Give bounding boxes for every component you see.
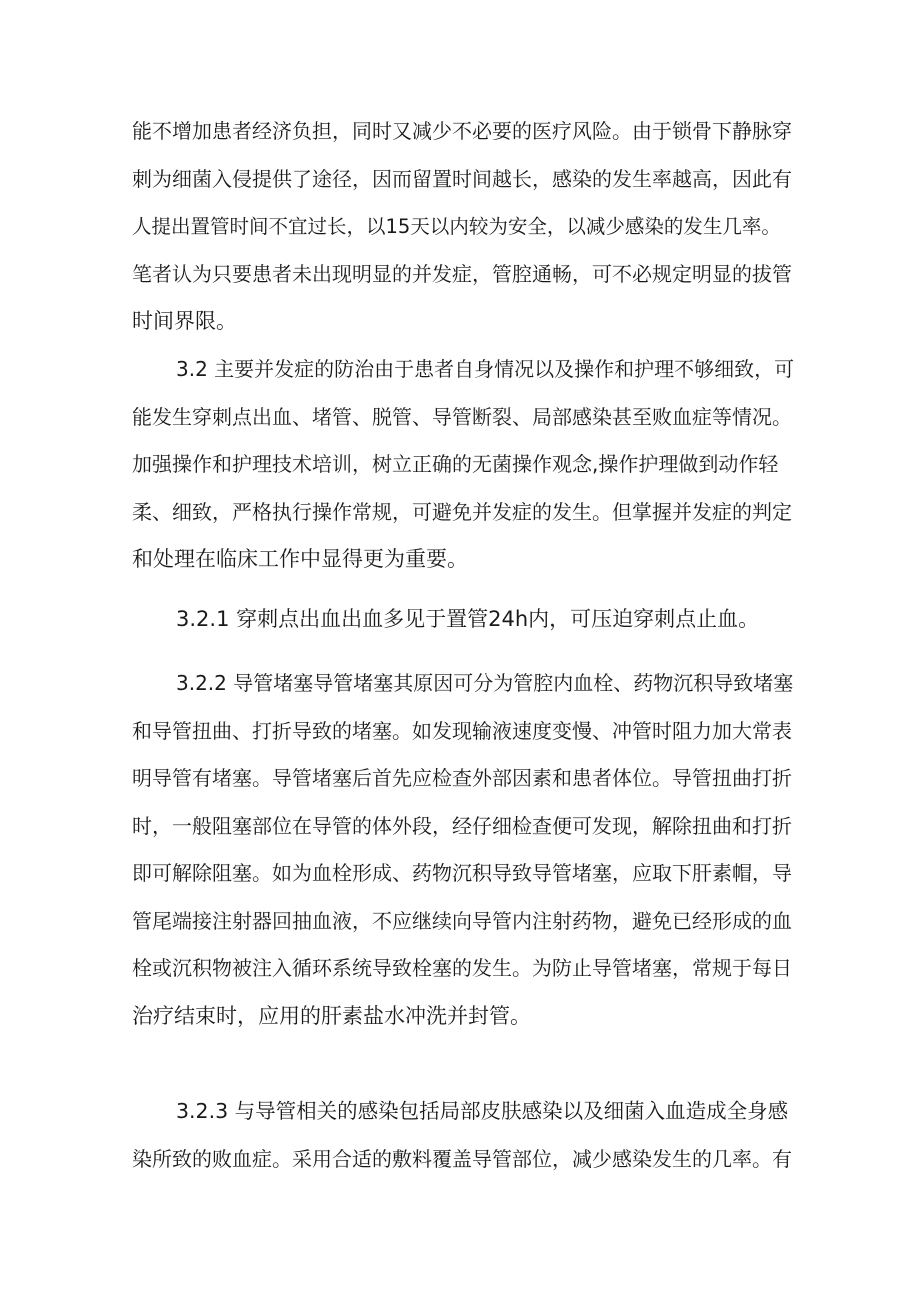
paragraph-line: 3.2.2 导管堵塞导管堵塞其原因可分为管腔内血栓、药物沉积导致堵塞 <box>176 671 794 695</box>
paragraph-line: 人提出置管时间不宜过长，以15天以内较为安全，以减少感染的发生几率。 <box>132 215 781 238</box>
paragraph-line: 和处理在临床工作中显得更为重要。 <box>132 547 468 571</box>
paragraph-line: 刺为细菌入侵提供了途径，因而留置时间越长，感染的发生率越高，因此有 <box>132 166 792 191</box>
paragraph-line: 能不增加患者经济负担，同时又减少不必要的医疗风险。由于锁骨下静脉穿 <box>132 119 792 143</box>
paragraph-line: 3.2 主要并发症的防治由于患者自身情况以及操作和护理不够细致，可 <box>176 357 795 381</box>
paragraph-line: 和导管扭曲、打折导致的堵塞。如发现输液速度变慢、冲管时阻力加大常表 <box>132 718 792 743</box>
paragraph-line: 染所致的败血症。采用合适的敷料覆盖导管部位，减少感染发生的几率。有 <box>132 1146 792 1171</box>
paragraph-section-3-2-2 <box>132 660 794 1040</box>
paragraph-section-3-2 <box>132 346 794 584</box>
paragraph-line: 时，一般阻塞部位在导管的体外段，经仔细检查便可发现，解除扭曲和打折 <box>132 813 792 838</box>
paragraph-line: 笔者认为只要患者未出现明显的并发症，管腔通畅，可不必规定明显的拔管 <box>132 261 792 286</box>
paragraph-line: 栓或沉积物被注入循环系统导致栓塞的发生。为防止导管堵塞，常规于每日 <box>132 956 792 980</box>
paragraph-line: 加强操作和护理技术培训，树立正确的无菌操作观念,操作护理做到动作轻 <box>132 452 779 476</box>
paragraph-line: 时间界限。 <box>132 309 237 333</box>
paragraph-line: 柔、细致，严格执行操作常规，可避免并发症的发生。但掌握并发症的判定 <box>132 499 792 524</box>
paragraph-line: 明导管有堵塞。导管堵塞后首先应检查外部因素和患者体位。导管扭曲打折 <box>132 766 792 790</box>
paragraph-line: 治疗结束时，应用的肝素盐水冲洗并封管。 <box>132 1003 531 1028</box>
paragraph-section-3-2-1 <box>132 596 794 644</box>
paragraph-line: 即可解除阻塞。如为血栓形成、药物沉积导致导管堵塞，应取下肝素帽，导 <box>132 861 792 885</box>
paragraph-continuation <box>132 108 794 346</box>
paragraph-line: 3.2.1 穿刺点出血出血多见于置管24h内，可压迫穿刺点止血。 <box>176 607 760 631</box>
paragraph-section-3-2-3 <box>132 1088 794 1183</box>
paragraph-line: 3.2.3 与导管相关的感染包括局部皮肤感染以及细菌入血造成全身感 <box>176 1099 789 1123</box>
paragraph-line: 能发生穿刺点出血、堵管、脱管、导管断裂、局部感染甚至败血症等情况。 <box>132 404 792 429</box>
paragraph-line: 管尾端接注射器回抽血液，不应继续向导管内注射药物，避免已经形成的血 <box>132 908 792 933</box>
